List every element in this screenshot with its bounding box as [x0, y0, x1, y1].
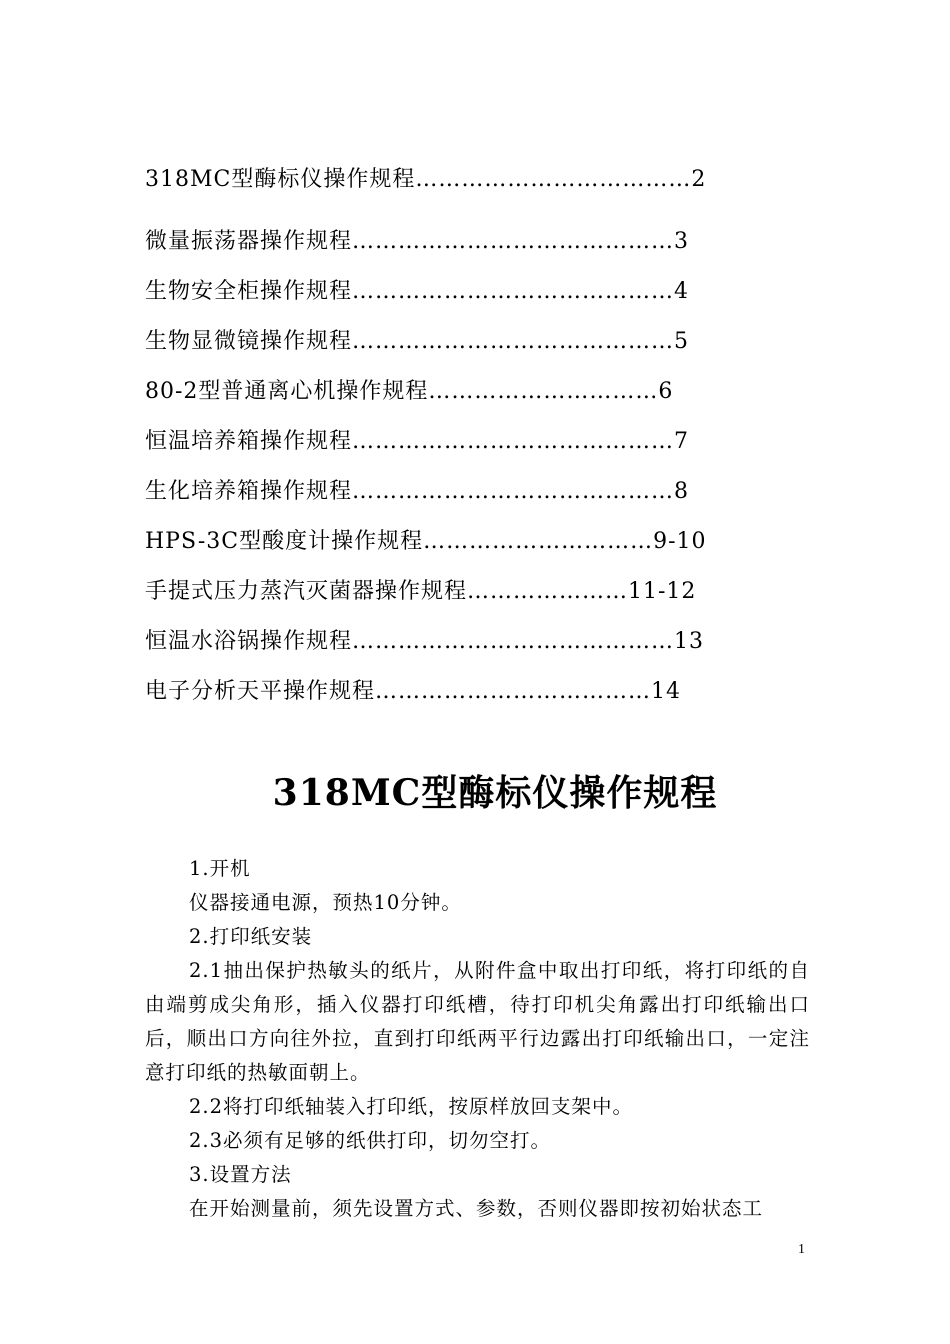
- section-heading: 1.开机: [189, 857, 251, 880]
- toc-entry[interactable]: HPS-3C型酸度计操作规程…………………………9-10: [145, 529, 707, 554]
- toc-entry[interactable]: 生化培养箱操作规程……………………………………8: [145, 479, 689, 504]
- paragraph: 2.3必须有足够的纸供打印，切勿空打。: [189, 1129, 552, 1152]
- document-body: [145, 852, 810, 1226]
- section-heading: 2.打印纸安装: [189, 925, 313, 948]
- toc-entry[interactable]: 生物安全柜操作规程……………………………………4: [145, 279, 689, 304]
- toc-entry[interactable]: 微量振荡器操作规程……………………………………3: [145, 229, 689, 254]
- section-heading: 3.设置方法: [189, 1163, 292, 1186]
- page-number: 1: [798, 1242, 805, 1257]
- paragraph: 2.2将打印纸轴装入打印纸，按原样放回支架中。: [189, 1095, 634, 1118]
- toc-entry[interactable]: 318MC型酶标仪操作规程………………………………2: [145, 167, 707, 192]
- toc-entry[interactable]: 手提式压力蒸汽灭菌器操作规程…………………11-12: [145, 579, 697, 604]
- paragraph: 在开始测量前，须先设置方式、参数，否则仪器即按初始状态工: [189, 1197, 764, 1220]
- toc-entry[interactable]: 恒温水浴锅操作规程……………………………………13: [145, 629, 704, 654]
- toc-entry[interactable]: 恒温培养箱操作规程……………………………………7: [145, 429, 689, 454]
- toc-entry[interactable]: 80-2型普通离心机操作规程…………………………6: [145, 379, 674, 404]
- document-title: 318MC型酶标仪操作规程: [272, 772, 718, 814]
- toc-entry[interactable]: 生物显微镜操作规程……………………………………5: [145, 329, 689, 354]
- toc-entry[interactable]: 电子分析天平操作规程………………………………14: [145, 679, 681, 704]
- paragraph: 2.1抽出保护热敏头的纸片，从附件盒中取出打印纸，将打印纸的自由端剪成尖角形，插入仪器打印纸槽，待打印机尖角露出打印纸输出口后，顺出口方向往外拉，直到打印纸两平行边露出打印纸输出口，一定注意打印纸的热敏面朝上。: [145, 959, 810, 1084]
- table-of-contents: [145, 162, 825, 724]
- paragraph: 仪器接通电源，预热10分钟。: [189, 891, 462, 914]
